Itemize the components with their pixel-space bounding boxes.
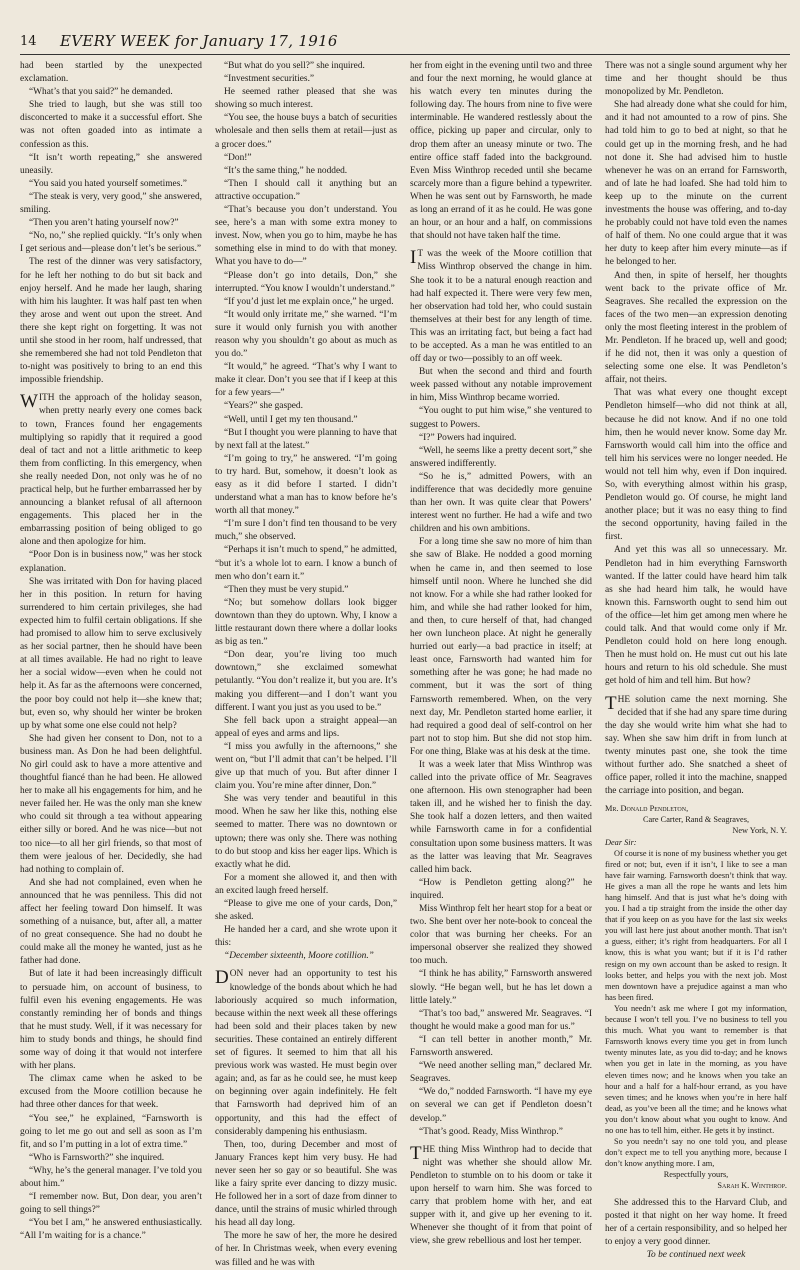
- paragraph: “But what do you sell?” she inquired.: [224, 61, 365, 71]
- paragraph: And yet this was all so unnecessary. Mr. Pendleton had in him everything Farnsworth wanted. If the latter could have heard him talk as she had heard him talk, he would have known this. Farnsworth ought to send him out of the office—let him get among men where he could talk. And that would come only if Mr. Pendleton could hold on here long enough. Then he must hold on. He must cut out his late hours and return to his old schedule. She must get hold of him and tell him. But how?: [605, 545, 787, 687]
- letter-paragraph: You needn’t ask me where I got my information, because I won’t tell you. I’ve no business to tell you this much. What you want to remember is that Farnsworth knows every time you get in from lunch twenty minutes late, as you did to-day; and he knows when you get in late in the morning, as you have eleven times now; and he knows when you take an hour and a half for a half-hour errand, as you have seven times; and he knows when you’re in here half dead, as you’ve been all the time; and he knows what you don’t know about what you ought to know. And no one has to tell him, either. He gets it by instinct.: [605, 1003, 787, 1135]
- paragraph: “Please don’t go into details, Don,” she interrupted. “You know I wouldn’t understand.”: [215, 270, 397, 294]
- letter-address-line: Care Carter, Rand & Seagraves,: [642, 815, 750, 825]
- paragraph: “That’s too bad,” answered Mr. Seagraves. “I thought he would make a good man for us.”: [410, 1008, 592, 1032]
- card-inscription: “December sixteenth, Moore cotillion.”: [224, 951, 374, 962]
- paragraph: “It would only irritate me,” she warned. “I’m sure it would only furnish you with another reason why you shouldn’t go about as much as you do.”: [215, 309, 397, 360]
- letter-paragraph: So you needn’t say no one told you, and please don’t expect me to tell you anything more, because I don’t know anything more. I am,: [605, 1137, 787, 1169]
- paragraph: “It isn’t worth repeating,” she answered uneasily.: [20, 152, 202, 176]
- paragraph: “Perhaps it isn’t much to spend,” he admitted, “but it’s a whole lot to earn. I know a bunch of men who don’t earn it.”: [215, 545, 397, 582]
- paragraph: “The steak is very, very good,” she answered, smiling.: [20, 191, 202, 216]
- paragraph: “Please to give me one of your cards, Don,” she asked.: [215, 899, 397, 923]
- paragraph: “Well, until I get my ten thousand.”: [224, 414, 358, 425]
- paragraph: “I can tell better in another month,” Mr. Farnsworth answered.: [410, 1034, 592, 1059]
- paragraph: “Poor Don is in business now,” was her stock explanation.: [20, 550, 202, 574]
- paragraph: Then, too, during December and most of January Frances kept him very busy. He had never seen her so gay or so beautiful. She was like a fairy sprite ever dancing to dizzy music. He followed her in a sort of daze from dinner to dance, until the strains of music whirled through his head all day long.: [215, 1139, 397, 1229]
- paragraph: “I’m sure I don’t find ten thousand to be very much,” she observed.: [215, 519, 397, 543]
- letter-address-line: New York, N. Y.: [732, 826, 787, 836]
- paragraph: “Years?” she gasped.: [224, 401, 303, 412]
- paragraph: The more he saw of her, the more he desired of her. In Christmas week, when every evening was filled and he was with: [215, 1231, 397, 1268]
- section-opening-paragraph: IT was the week of the Moore cotillion that Miss Winthrop observed the change in him. She took it to be a natural enough reaction and had half expected it. There were very few men, her observation had told her, who could sustain themselves at their best for any length of time. This was an irritating fact, but being a fact had to be accepted. As a man he was entitled to an off day or two—possibly to an off week.: [410, 247, 592, 365]
- typed-letter: [605, 803, 787, 1191]
- paragraph: “But I thought you were planning to have that by next fall at the latest.”: [215, 427, 397, 451]
- paragraph: had been startled by the unexpected exclamation.: [20, 61, 202, 85]
- paragraph: “Don dear, you’re living too much downtown,” she exclaimed somewhat petulantly. “You don’t realize it, but you are. It’s making you different—and I don’t want you different. I want you just as you used to be.”: [215, 650, 397, 713]
- paragraph: “It’s the same thing,” he nodded.: [224, 165, 348, 176]
- paragraph: “Don!”: [224, 152, 252, 163]
- paragraph: The rest of the dinner was very satisfactory, for he left her nothing to do but sit back and enjoy herself. And he made her laugh, sharing with him his laughter. It was half past ten when they arose and went out upon the street. And there she kept right on forgetting. It was not until she stood in her room, half undressed, that she remembered she had not told Pendleton that to-night was positively to bring to an end this impossible friendship.: [20, 257, 202, 386]
- paragraph: “We do,” nodded Farnsworth. “I have my eye on several we can get if Pendleton doesn’t develop.”: [410, 1087, 592, 1124]
- page-number: 14: [20, 34, 37, 49]
- paragraph: He handed her a card, and she wrote upon it this:: [215, 925, 397, 949]
- paragraph: But when the second and third and fourth week passed without any notable improvement in him, Miss Winthrop became worried.: [410, 367, 592, 404]
- paragraph: “You ought to put him wise,” she ventured to suggest to Powers.: [410, 406, 592, 430]
- paragraph: She tried to laugh, but she was still too disconcerted to make it a successful effort. She was not often goaded into as intimate a confession as this.: [20, 100, 202, 150]
- paragraph: She was irritated with Don for having placed her in this position. In return for having surrendered to him certain privileges, she had expected him to fulfil certain obligations. If she had promised to allow him to serve exclusively as her social partner, then he should have been at all times available. He had no right to leave her a social widow—even when he could not help it. As far as the afternoons were concerned, the poor boy could not help it—she knew that; but, even so, why should her winter be broken up by what some one else could not help?: [20, 576, 202, 731]
- paragraph: “Then I should call it anything but an attractive occupation.”: [215, 178, 397, 202]
- paragraph: “What’s that you said?” he demanded.: [29, 87, 173, 98]
- section-opening-paragraph: WITH the approach of the holiday season, when pretty nearly every one comes back to town, Frances found her engagements multiplying so rapidly that it required a good deal of tact and not a little arithmetic to keep them from conflicting. In this emergency, when she really needed Don, not only was he of no practical help, but he further embarrassed her by announcing a blanket refusal of all afternoon engagements. This placed her in the embarrassing position of being obliged to go alone and then apologize for him.: [20, 391, 202, 548]
- text-column-1: [20, 60, 202, 1242]
- paragraph: “So he is,” admitted Powers, with an indifference that was decidedly more genuine than her own. It was quite clear that Powers’ interest went no further. He had a wife and two children and his own ambitions.: [410, 471, 592, 535]
- paragraph: “Why, he’s the general manager. I’ve told you about him.”: [20, 1165, 202, 1189]
- paragraph: And then, in spite of herself, her thoughts went back to the private office of Mr. Seagraves. She recalled the expression on the faces of the two men—an expression denoting only the most fleeting interest in the problem of Mr. Pendleton. If he braced up, well and good; if he did not, then it was only a question of selecting some one else. It was Pendleton’s affair, not theirs.: [605, 270, 787, 386]
- paragraph: “I remember now. But, Don dear, you aren’t going to sell things?”: [20, 1192, 202, 1216]
- paragraph: “Then you aren’t hating yourself now?”: [29, 218, 179, 229]
- paragraph: Miss Winthrop felt her heart stop for a beat or two. She bent over her note-book to conceal the color that was burning her cheeks. For an impersonal observer she realized they showed too much.: [410, 904, 592, 967]
- paragraph: She was very tender and beautiful in this mood. When he saw her like this, nothing else seemed to matter. There was no downtown or uptown; there was only she. There was nothing to do but stoop and kiss her eager lips. Which is exactly what he did.: [215, 794, 397, 870]
- paragraph: But of late it had been increasingly difficult to persuade him, on account of business, to fulfil even his evening engagements. He was constantly reminding her of bonds and things that he must study. Well, if it was necessary for him to study bonds and things, he should find some way of doing it that would not interfere with her plans.: [20, 969, 202, 1072]
- paragraph: “I think he has ability,” Farnsworth answered slowly. “He began well, but he has let down a little lately.”: [410, 969, 592, 1006]
- section-opening-paragraph: THE solution came the next morning. She decided that if she had any spare time during the day she would write him what she had to say. When she saw him drift in from lunch at twenty minutes past one, she took the time without further ado. She snatched a sheet of office paper, rolled it into the machine, snapped the carriage into position, and began.: [605, 692, 787, 797]
- paragraph: “You said you hated yourself sometimes.”: [29, 178, 187, 189]
- paragraph: She had given her consent to Don, not to a business man. As Don he had been delightful. No girl could ask to have a more attentive and thoughtful fiancé than he had been. He allowed her to make all his engagements for him, and he never failed her. He was the only man she knew who could sit through a tea without appearing either silly or bored. And he was nice—but not too nice—to all her girl friends, so that most of them were jealous of her. Decidedly, she had had nothing to complain of.: [20, 733, 202, 875]
- paragraph: “I?” Powers had inquired.: [419, 432, 517, 443]
- paragraph: He seemed rather pleased that she was showing so much interest.: [215, 87, 397, 111]
- paragraph: She had already done what she could for him, and it had not amounted to a row of pins. She had told him to go to bed at night, so that he could get up in the morning fresh, and he had not done it. She had advised him to hustle whenever he was on an errand for Farnsworth, and of late he had loafed. She had told him to keep up to the minute on the current investments the house was offering, and to-day he probably could not have told even the names of half of them. No one could argue that it was her duty to keep after him every minute—as if he belonged to her.: [605, 100, 787, 268]
- paragraph: It was a week later that Miss Winthrop was called into the private office of Mr. Seagraves one afternoon. His own stenographer had been taken ill, and he wished her to finish the day. She took half a dozen letters, and then waited while Farnsworth came in for a confidential consultation upon some business matters. It was as the latter was leaving that Mr. Seagraves called him back.: [410, 759, 592, 875]
- letter-addressee: Mr. Donald Pendleton,: [605, 804, 689, 814]
- paragraph: “I’m going to try,” he answered. “I’m going to try hard. But, somehow, it doesn’t look as easy as it did before I started. I didn’t understand what a man has to know before he’s worth all that money.”: [215, 453, 397, 517]
- paragraph: For a moment she allowed it, and then with an excited laugh freed herself.: [215, 872, 397, 896]
- running-title: EVERY WEEK for January 17, 1916: [60, 32, 338, 50]
- section-opening-paragraph: THE thing Miss Winthrop had to decide that night was whether she should allow Mr. Pendleton to stumble on to his doom or take it upon herself to warn him. She was forced to carry that problem home with her, and eat supper with it, and give up her evening to it. Whenever she thought of it from that point of view, she grew rebellious and lost her temper.: [410, 1142, 592, 1247]
- text-column-4: [605, 60, 787, 1260]
- paragraph: “If you’d just let me explain once,” he urged.: [224, 296, 394, 307]
- section-opening-paragraph: DON never had an opportunity to test his knowledge of the bonds about which he had laboriously acquired so much information, because within the next week all these offerings had been sold and their places taken by new securities. These contained an entirely different set of figures. It seemed to him that all his previous work was wasted. He must begin over again; and, as far as he could see, he must keep on beginning over again indefinitely. He felt that Farnsworth had deprived him of an opportunity, and this had the effect of considerably dampening his enthusiasm.: [215, 967, 397, 1137]
- paragraph: “You see, the house buys a batch of securities wholesale and then sells them at retail—just as a grocer does.”: [215, 113, 397, 150]
- text-column-3: [410, 60, 592, 1247]
- continued-notice: To be continued next week: [646, 1249, 746, 1260]
- paragraph: “That’s good. Ready, Miss Winthrop.”: [419, 1126, 563, 1137]
- page-header: [20, 32, 780, 52]
- header-rule: [20, 54, 790, 55]
- paragraph: And she had not complained, even when he announced that he was penniless. This did not affect her feeling toward Don himself. It was something of a nuisance, but, after all, a matter of no great consequence. She had no doubt he could make all the money he wanted, just as he father had done.: [20, 877, 202, 967]
- paragraph: “We need another selling man,” declared Mr. Seagraves.: [410, 1061, 592, 1085]
- letter-closing: Respectfully yours,: [663, 1170, 729, 1180]
- paragraph: her from eight in the evening until two and three and four the next morning, he would glance at his watch every ten minutes during the following day. The hours from nine to five were interminable. He wandered restlessly about the office, picking up paper and circular, only to drop them after an uneasy minute or two. The entire office staff faded into the background. Even Miss Winthrop receded until she became scarcely more than a figure behind a typewriter. When he was sent out by Farnsworth, he made as long an errand of it as he could. He was gone an hour, or an hour and a half, on commissions that should not have taken half the time.: [410, 61, 592, 242]
- paragraph: For a long time she saw no more of him than she saw of Blake. He nodded a good morning when he came in, and then seemed to lose himself until noon. Where he lunched she did not know. For a while she had rather looked for him, and while she had rather looked for him, and then, to cure herself of that, had changed her own luncheon place. At night he generally hurried out early—a bad practice in itself; at least once, Farnsworth had wanted him for something after he was gone; he had made no comment, but it was the sort of thing Farnsworth remembered. When, on the very next day, Mr. Pendleton started home earlier, it had required a good deal of self-control on her part not to stop him. But she did not stop him. For one thing, Blake was at his desk at the time.: [410, 537, 592, 757]
- paragraph: She addressed this to the Harvard Club, and posted it that night on her way home. It freed her of a certain responsibility, and so helped her to enjoy a very good dinner.: [605, 1197, 787, 1247]
- paragraph: “No, no,” she replied quickly. “It’s only when I get serious and—please don’t let’s be serious.”: [20, 231, 202, 255]
- paragraph: She fell back upon a straight appeal—an appeal of eyes and arms and lips.: [215, 715, 397, 739]
- paragraph: “That’s because you don’t understand. You see, here’s a man with some extra money to invest. Now, when you go to him, maybe he has something else in mind to do with that money. What you have to do—”: [215, 205, 397, 268]
- letter-signature: Sarah K. Winthrop.: [717, 1181, 787, 1191]
- paragraph: “Then they must be very stupid.”: [224, 584, 349, 595]
- letter-paragraph: Of course it is none of my business whether you get fired or not; but, even if it isn’t, I like to see a man have fair warning. Farnsworth doesn’t think that way. He gives a man all the rope he wants and lets him hang himself. And that is just what he’s doing with you. I had a tip straight from the inside the other day that if you keep on as you have for the last six weeks you will last here just about another month. That isn’t a guess, either; it’s right from headquarters. For all I know, this is what you want; but if it is I’d rather resign on my own account than be asked to resign. It looks better, and helps you with the next job. Most men downtown have a prejudice against a man who has been fired.: [605, 848, 787, 1002]
- paragraph: The climax came when he asked to be excused from the Moore cotillion because he had three other dances for that week.: [20, 1074, 202, 1111]
- paragraph: “Well, he seems like a pretty decent sort,” she answered indifferently.: [410, 445, 592, 469]
- paragraph: “How is Pendleton getting along?” he inquired.: [410, 877, 592, 901]
- paragraph: There was not a single sound argument why her time and her thought should be thus monopolized by Mr. Pendleton.: [605, 61, 787, 98]
- paragraph: “No; but somehow dollars look bigger downtown than they do uptown. Why, I know a little restaurant down there where a dollar looks as big as ten.”: [215, 597, 397, 648]
- paragraph: “It would,” he agreed. “That’s why I want to make it clear. Don’t you see that if I keep at this for a few years—”: [215, 362, 397, 399]
- paragraph: “I miss you awfully in the afternoons,” she went on, “but I’ll admit that can’t be helped. I’ll give up that much of you. But after dinner I claim you. You’re mine after dinner, Don.”: [215, 741, 397, 792]
- paragraph: “Who is Farnsworth?” she inquired.: [29, 1152, 165, 1163]
- paragraph: That was what every one thought except Pendleton himself—who did not think at all, because he did not know. And if no one told him, then he would never know. Some day Mr. Farnsworth would call him into the office and tell him his services were no longer needed. He would not tell him why, even if Don inquired. So, with everything almost within his grasp, Pendleton would go. Of course, he might land another place; but it was no easy thing to find the second opportunity, having failed in the first.: [605, 388, 787, 543]
- paragraph: “Investment securities.”: [224, 74, 315, 85]
- paragraph: “You bet I am,” he answered enthusiastically. “All I’m waiting for is a chance.”: [20, 1218, 202, 1242]
- paragraph: “You see,” he explained, “Farnsworth is going to let me go out and sell as soon as I’m fit, and so I’m putting in a lot of extra time.”: [20, 1113, 202, 1150]
- letter-salutation: Dear Sir:: [605, 837, 637, 847]
- text-column-2: [215, 60, 397, 1268]
